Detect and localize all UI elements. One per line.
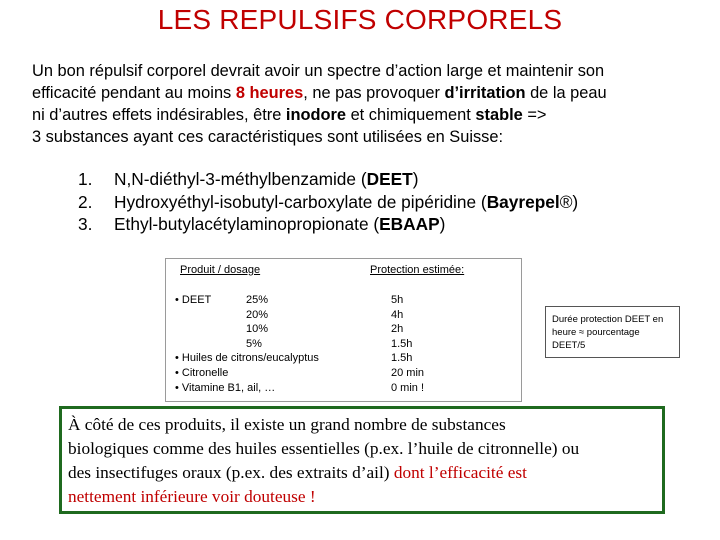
table-cell: 5h: [391, 294, 404, 306]
table-header-product: Produit / dosage: [180, 264, 261, 276]
list-item: 1. N,N-diéthyl-3-méthylbenzamide (DEET): [78, 169, 419, 189]
list-item: 3. Ethyl-butylacétylaminopropionate (EBAAP): [78, 214, 446, 234]
table-cell: 5%: [246, 337, 262, 350]
table-cell: 1.5h: [391, 352, 413, 365]
conclusion-line: des insectifuges oraux (p.ex. des extraits d’ail) dont l’efficacité est: [68, 463, 527, 482]
page-title: LES REPULSIFS CORPORELS: [157, 4, 563, 35]
table-cell: • Vitamine B1, ail, …: [175, 381, 276, 394]
highlight-stable: stable: [475, 106, 523, 124]
table-cell: 25%: [246, 294, 269, 306]
conclusion-line: À côté de ces produits, il existe un grand nombre de substances: [68, 415, 506, 434]
table-cell: 1.5h: [391, 337, 413, 350]
intro-line: efficacité pendant au moins 8 heures, ne pas provoquer d’irritation de la peau: [32, 84, 607, 102]
conclusion-emphasis: dont l’efficacité est: [393, 463, 527, 482]
conclusion-box: [59, 406, 665, 514]
table-cell: 20%: [246, 308, 269, 321]
table-cell: 20 min: [391, 366, 425, 379]
intro-line: 3 substances ayant ces caractéristiques sont utilisées en Suisse:: [32, 128, 504, 146]
conclusion-emphasis: nettement inférieure voir douteuse !: [68, 487, 316, 506]
conclusion-line: biologiques comme des huiles essentielles (p.ex. l’huile de citronnelle) ou: [68, 439, 580, 458]
intro-line: Un bon répulsif corporel devrait avoir un spectre d’action large et maintenir son: [32, 62, 605, 80]
highlight-inodore: inodore: [285, 106, 347, 124]
table-cell: • DEET: [175, 294, 212, 306]
table-cell: • Citronelle: [175, 366, 229, 379]
highlight-8-heures: 8 heures: [235, 84, 304, 102]
highlight-irritation: d’irritation: [444, 84, 526, 102]
table-cell: 10%: [246, 323, 269, 336]
list-item: 2. Hydroxyéthyl-isobutyl-carboxylate de pipéridine (Bayrepel®): [78, 191, 579, 212]
table-cell: 2h: [391, 323, 404, 336]
deet-duration-note: Durée protection DEET en heure ≈ pourcentage DEET/5: [545, 306, 680, 358]
substance-list: [78, 168, 578, 236]
intro-paragraph: [32, 60, 712, 148]
percentage-column: [246, 293, 268, 351]
table-cell: 0 min !: [391, 381, 425, 394]
intro-line: ni d’autres effets indésirables, être inodore et chimiquement stable =>: [32, 106, 547, 124]
table-cell: • Huiles de citrons/eucalyptus: [175, 352, 319, 365]
table-header-protection: Protection estimée:: [370, 264, 465, 276]
repellent-table: [165, 258, 522, 402]
protection-column: [391, 293, 424, 395]
table-cell: 4h: [391, 308, 404, 321]
